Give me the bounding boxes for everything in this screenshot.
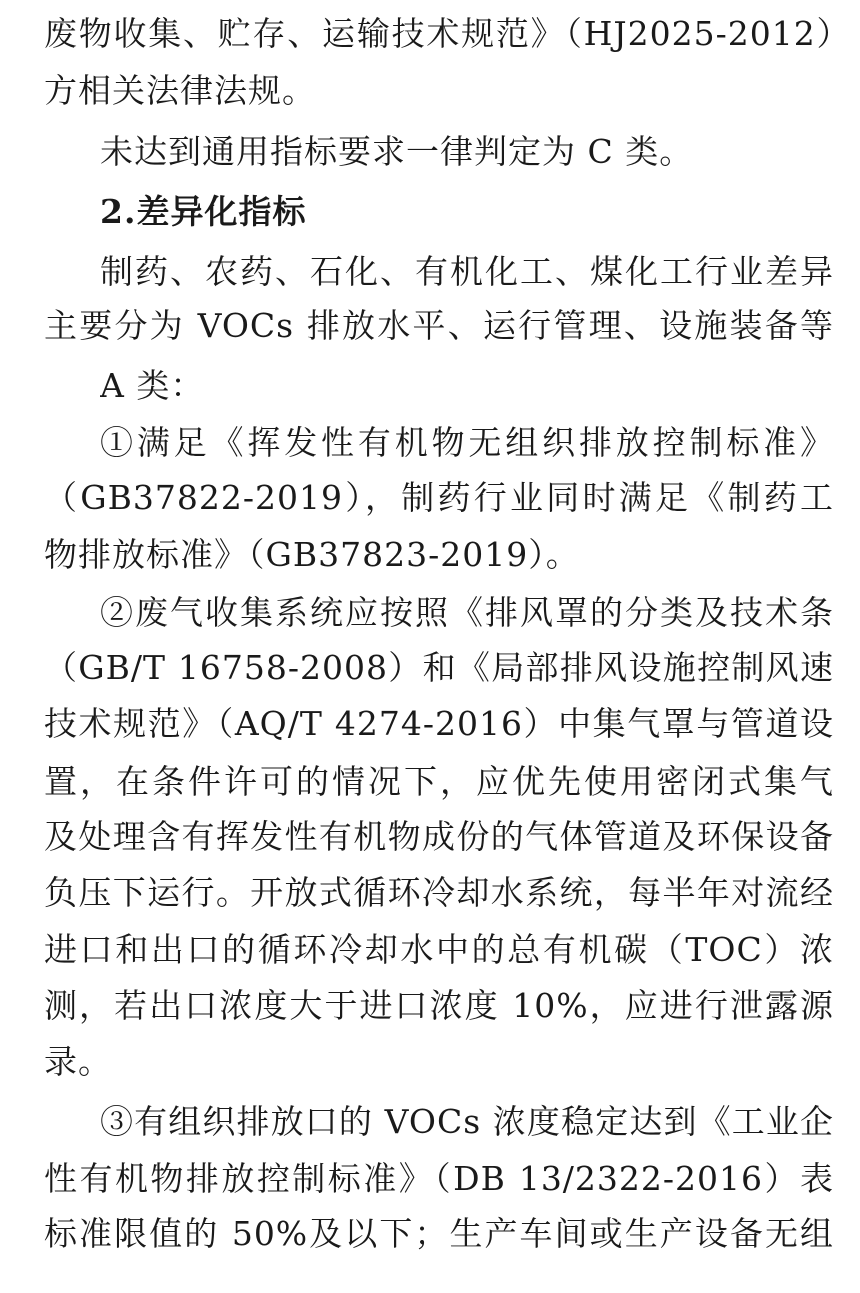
text-line: 技术规范》（AQ/T 4274-2016）中集气罩与管道设 [44,704,834,743]
text-line: （GB/T 16758-2008）和《局部排风设施控制风速 [44,648,834,687]
text-line: 制药、农药、石化、有机化工、煤化工行业差异 [100,252,834,291]
text-line: 方相关法律法规。 [44,71,316,110]
text-line: 录。 [44,1042,112,1081]
text-line: ②废气收集系统应按照《排风罩的分类及技术条 [100,593,834,632]
text-line: ③有组织排放口的 VOCs 浓度稳定达到《工业企 [100,1102,834,1141]
text-line: 物排放标准》（GB37823-2019）。 [44,535,580,574]
text-line: 负压下运行。开放式循环冷却水系统，每半年对流经 [44,873,834,912]
subsection-label: A 类： [100,366,205,405]
text-line: 及处理含有挥发性有机物成份的气体管道及环保设备 [44,817,834,856]
text-line: 主要分为 VOCs 排放水平、运行管理、设施装备等 [44,306,834,345]
text-line: 置，在条件许可的情况下，应优先使用密闭式集气 [44,762,834,801]
text-line: 废物收集、贮存、运输技术规范》（HJ2025-2012） [44,14,834,53]
text-line: ①满足《挥发性有机物无组织排放控制标准》 [100,423,834,462]
section-heading: 2.差异化指标 [100,192,307,231]
text-line: （GB37822-2019），制药行业同时满足《制药工 [44,478,834,517]
text-line: 测，若出口浓度大于进口浓度 10%，应进行泄露源 [44,986,834,1025]
text-line: 进口和出口的循环冷却水中的总有机碳（TOC）浓 [44,930,834,969]
text-line: 未达到通用指标要求一律判定为 C 类。 [100,132,694,171]
text-line: 标准限值的 50%及以下；生产车间或生产设备无组 [44,1214,834,1253]
text-line: 性有机物排放控制标准》（DB 13/2322-2016）表 [44,1159,834,1198]
